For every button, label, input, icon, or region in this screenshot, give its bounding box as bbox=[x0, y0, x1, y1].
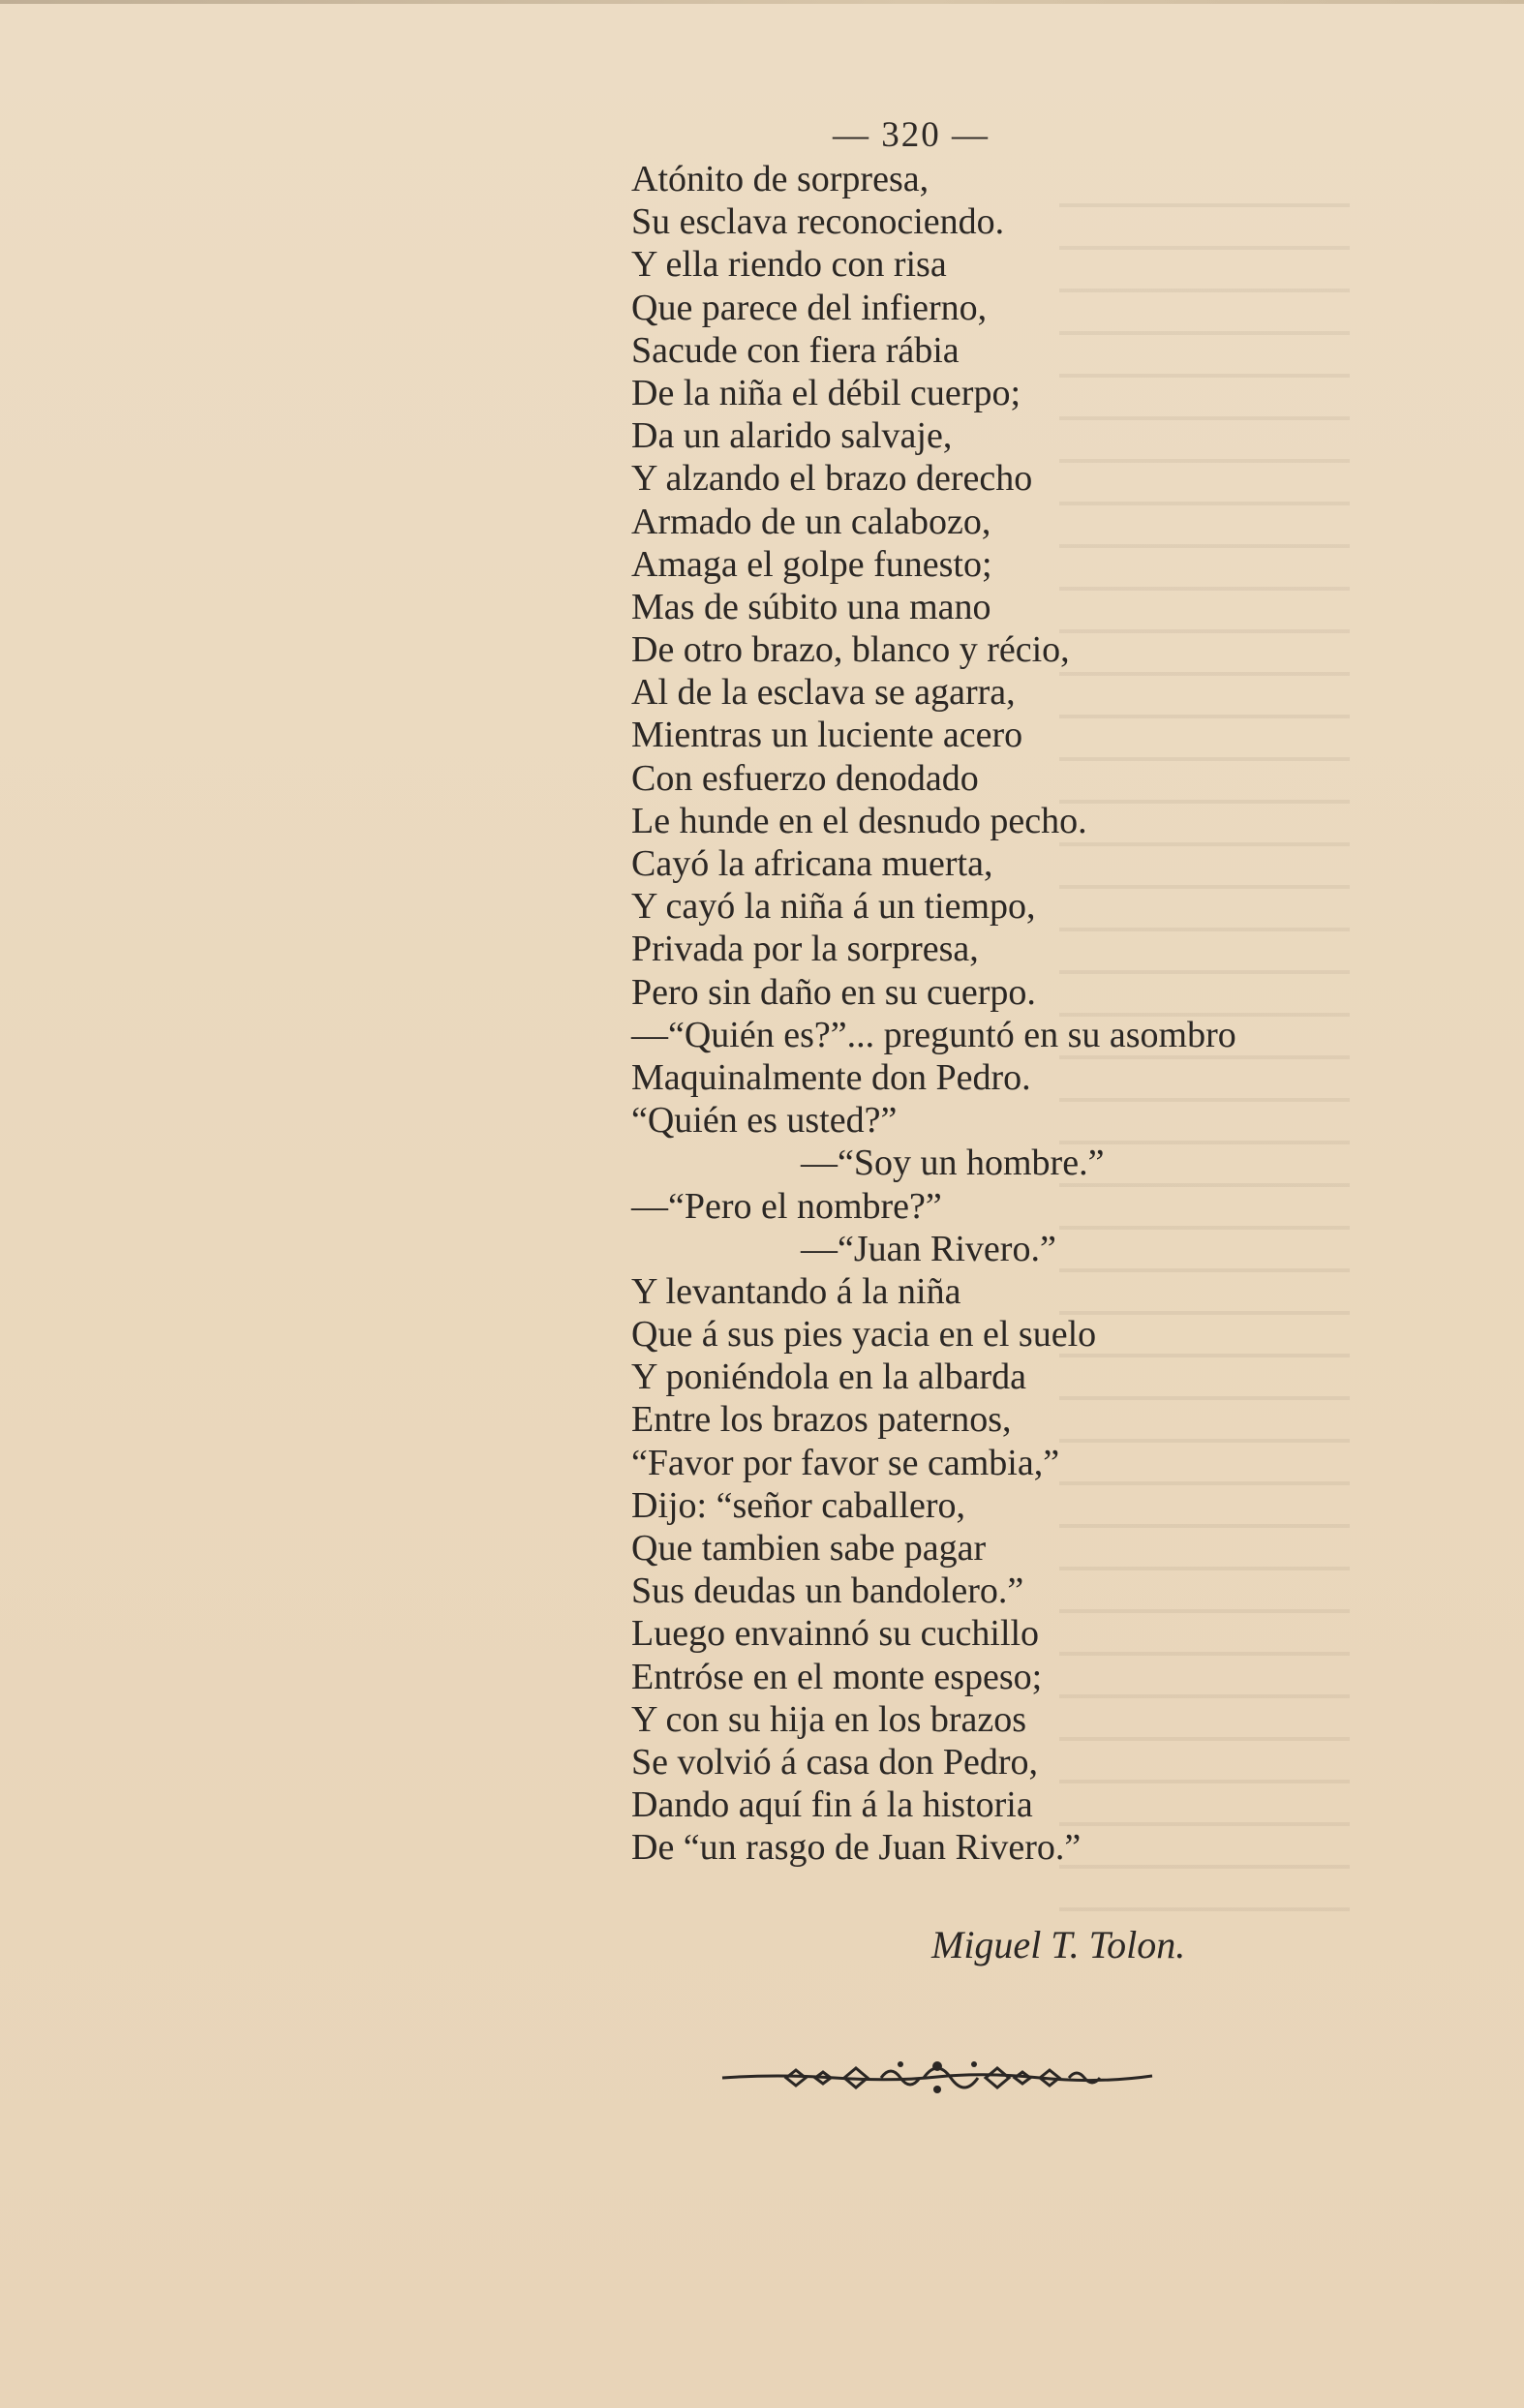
page-top-edge bbox=[0, 0, 1524, 4]
verse-line: Atónito de sorpresa, bbox=[631, 159, 930, 199]
verse-line: —“Juan Rivero.” bbox=[801, 1228, 1056, 1269]
verse-line: Con esfuerzo denodado bbox=[631, 757, 979, 799]
verse-line: Maquinalmente don Pedro. bbox=[631, 1056, 1031, 1098]
verse-line: De “un rasgo de Juan Rivero.” bbox=[631, 1827, 1082, 1869]
verse-line: Su esclava reconociendo. bbox=[631, 201, 1005, 243]
verse-line: Y con su hija en los brazos bbox=[631, 1698, 1027, 1740]
verse-line: Mas de súbito una mano bbox=[631, 586, 991, 627]
verse-line: Cayó la africana muerta, bbox=[631, 843, 993, 884]
verse-line: Y poniéndola en la albarda bbox=[631, 1356, 1026, 1398]
verse-line: Privada por la sorpresa, bbox=[631, 929, 979, 970]
poem-text bbox=[631, 158, 1464, 1870]
verse-line: Que á sus pies yacia en el suelo bbox=[631, 1314, 1097, 1356]
verse-line: Le hunde en el desnudo pecho. bbox=[631, 800, 1087, 841]
verse-line: Dando aquí fin á la historia bbox=[631, 1784, 1033, 1826]
verse-line: Se volvió á casa don Pedro, bbox=[631, 1741, 1039, 1783]
verse-line: “Quién es usted?” bbox=[631, 1100, 898, 1142]
verse-line: Sacude con fiera rábia bbox=[631, 329, 960, 371]
verse-line: Amaga el golpe funesto; bbox=[631, 543, 992, 585]
verse-line: De otro brazo, blanco y récio, bbox=[631, 629, 1070, 671]
verse-line: Que parece del infierno, bbox=[631, 287, 988, 328]
verse-line: Entróse en el monte espeso; bbox=[631, 1656, 1043, 1697]
verse-line: “Favor por favor se cambia,” bbox=[631, 1442, 1060, 1483]
verse-line: Pero sin daño en su cuerpo. bbox=[631, 971, 1036, 1013]
verse-line: Dijo: “señor caballero, bbox=[631, 1484, 966, 1526]
verse-line: Mientras un luciente acero bbox=[631, 715, 1023, 756]
verse-line: De la niña el débil cuerpo; bbox=[631, 372, 1021, 413]
verse-line: Y cayó la niña á un tiempo, bbox=[631, 886, 1036, 928]
verse-line: Luego envainnó su cuchillo bbox=[631, 1613, 1040, 1655]
verse-line: —“Pero el nombre?” bbox=[631, 1185, 942, 1227]
verse-line: Da un alarido salvaje, bbox=[631, 415, 953, 457]
verse-line: Sus deudas un bandolero.” bbox=[631, 1570, 1024, 1612]
author-signature: Miguel T. Tolon. bbox=[931, 1923, 1186, 1966]
verse-line: Entre los brazos paternos, bbox=[631, 1399, 1012, 1441]
verse-line: —“Soy un hombre.” bbox=[801, 1143, 1105, 1184]
verse-line: Y levantando á la niña bbox=[631, 1270, 961, 1312]
verse-line: Al de la esclava se agarra, bbox=[631, 672, 1016, 714]
tailpiece-ornament-icon bbox=[718, 2053, 1156, 2101]
verse-line: Armado de un calabozo, bbox=[631, 501, 991, 542]
verse-line: Y ella riendo con risa bbox=[631, 244, 947, 286]
verse-line: Y alzando el brazo derecho bbox=[631, 458, 1033, 500]
verse-line: —“Quién es?”... preguntó en su asombro bbox=[631, 1014, 1236, 1055]
page-number: — 320 — bbox=[833, 115, 990, 155]
verse-line: Que tambien sabe pagar bbox=[631, 1528, 987, 1569]
